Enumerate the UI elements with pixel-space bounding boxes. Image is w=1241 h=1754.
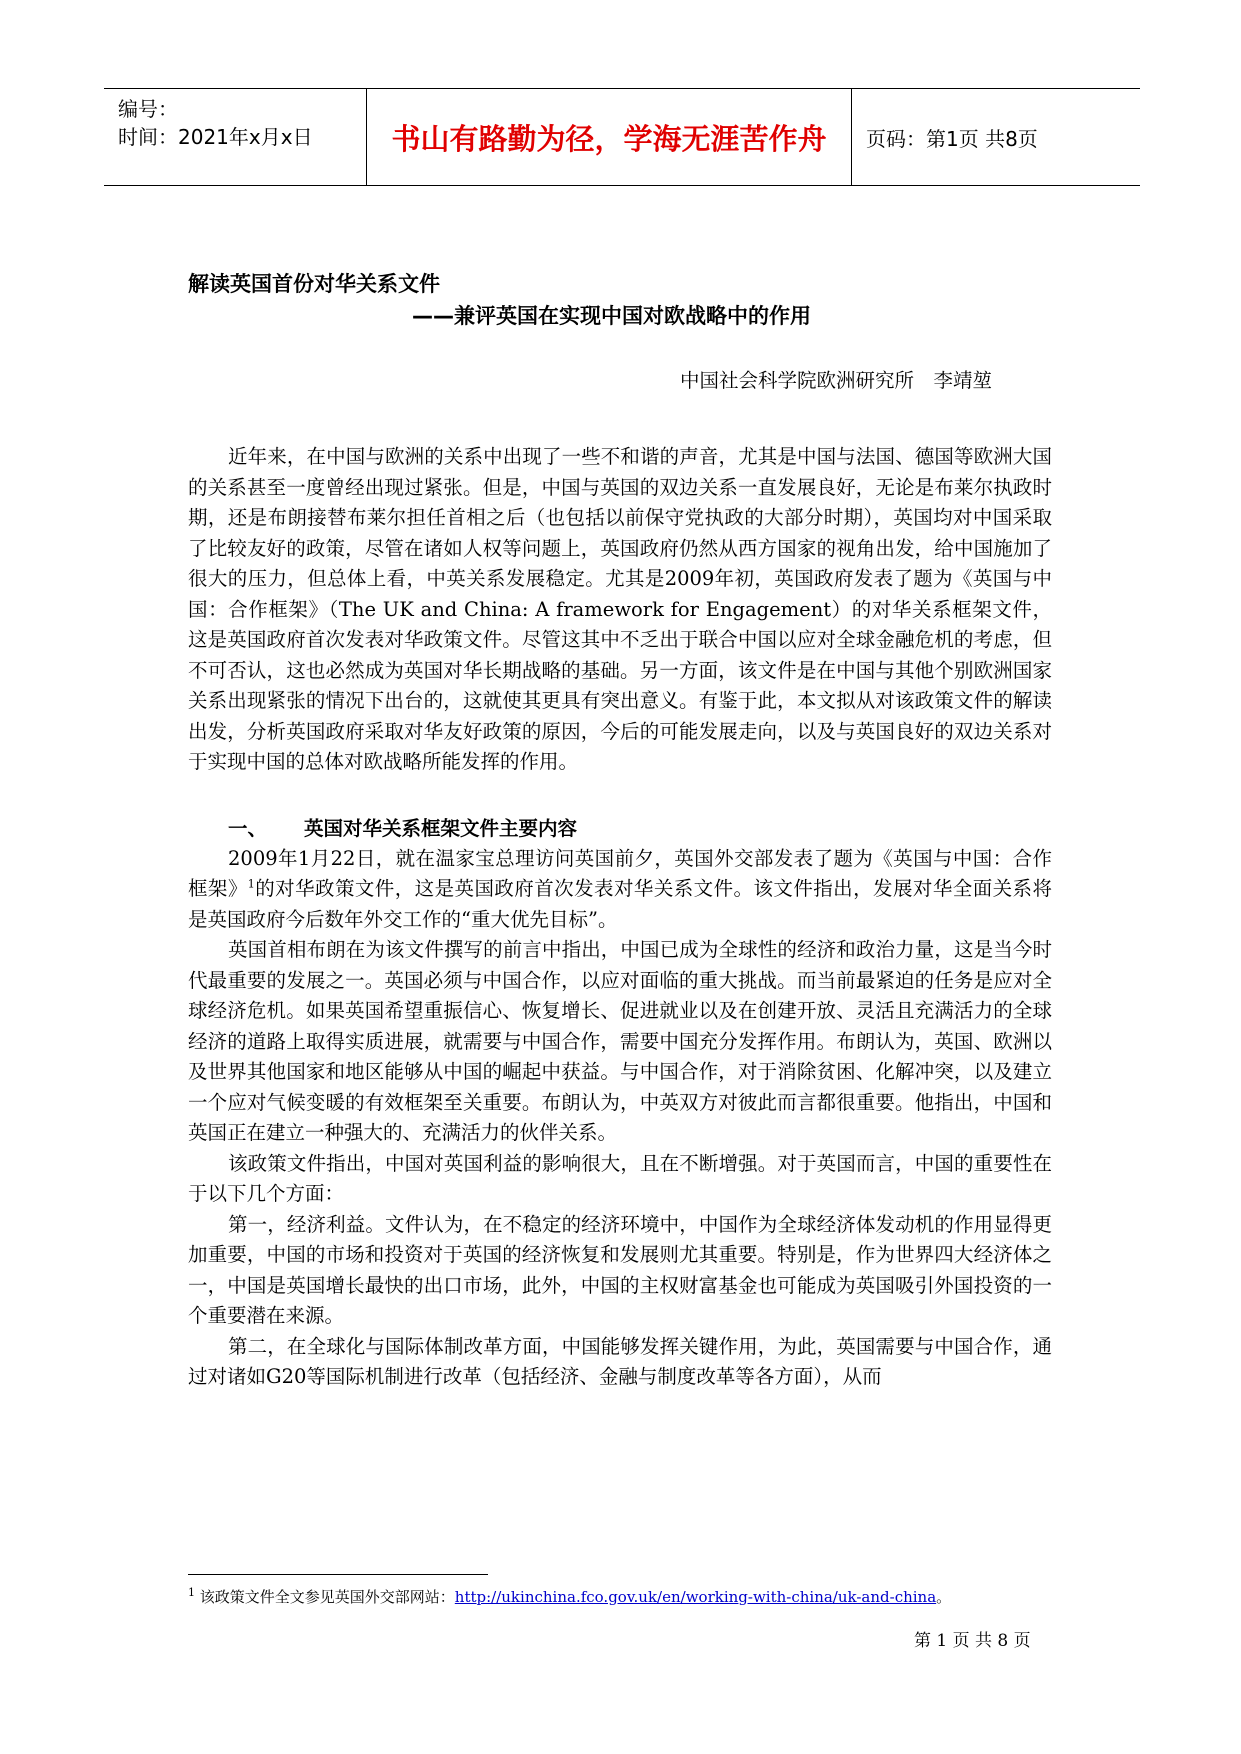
footnote-text: 该政策文件全文参见英国外交部网站： (199, 1588, 455, 1606)
header-page-number: 页码：第1页 共8页 (866, 126, 1038, 151)
paragraph-1-start: 2009年1月22日，就在温家宝总理访问英国前夕，英国外交部发表了题为《英国与中国：合作框架》 (188, 846, 1052, 900)
paragraph-1 (188, 844, 1052, 936)
paragraph-5: 第二，在全球化与国际体制改革方面，中国能够发挥关键作用，为此，英国需要与中国合作，通过对诸如G20等国际机制进行改革（包括经济、金融与制度改革等各方面），从而 (188, 1334, 1052, 1388)
intro-paragraph: 近年来，在中国与欧洲的关系中出现了一些不和谐的声音，尤其是中国与法国、德国等欧洲大国的关系甚至一度曾经出现过紧张。但是，中国与英国的双边关系一直发展良好，无论是布莱尔执政时期，还是布朗接替布莱尔担任首相之后（也包括以前保守党执政的大部分时期），英国均对中国采取了比较友好的政策，尽管在诸如人权等问题上，英国政府仍然从西方国家的视角出发，给中国施加了很大的压力，但总体上看，中英关系发展稳定。尤其是2009年初，英国政府发表了题为《英国与中国：合作框架》（The UK and China: A framework for Engagement）的对华关系框架文件，这是英国政府首次发表对华政策文件。尽管这其中不乏出于联合中国以应对全球金融危机的考虑，但不可否认，这也必然成为英国对华长期战略的基础。另一方面，该文件是在中国与其他个别欧洲国家关系出现紧张的情况下出台的，这就使其更具有突出意义。有鉴于此，本文拟从对该政策文件的解读出发，分析英国政府采取对华友好政策的原因，今后的可能发展走向，以及与英国良好的双边关系对于实现中国的总体对欧战略所能发挥的作用。 (188, 445, 1052, 773)
paragraph-1-end: 的对华政策文件，这是英国政府首次发表对华关系文件。该文件指出，发展对华全面关系将是英国政府今后数年外交工作的“重大优先目标”。 (188, 877, 1052, 931)
section-title: 英国对华关系框架文件主要内容 (304, 816, 578, 840)
footnote (188, 1586, 1058, 1608)
footnote-divider (188, 1574, 488, 1575)
footnote-link[interactable]: http://ukinchina.fco.gov.uk/en/working-with-china/uk-and-china (454, 1588, 937, 1606)
footnote-marker: 1 (188, 1586, 195, 1599)
section-number: 一、 (228, 816, 268, 840)
header-meta (104, 89, 366, 185)
section-heading (228, 814, 1052, 844)
paragraph-3: 该政策文件指出，中国对英国利益的影响很大，且在不断增强。对于英国而言，中国的重要性在于以下几个方面： (188, 1151, 1052, 1205)
serial-number-label: 编号： (118, 97, 178, 121)
article-body (188, 268, 1052, 1393)
paragraph-4: 第一，经济利益。文件认为，在不稳定的经济环境中，中国作为全球经济体发动机的作用显得更加重要，中国的市场和投资对于英国的经济恢复和发展则尤其重要。特别是，作为世界四大经济体之一，中国是英国增长最快的出口市场，此外，中国的主权财富基金也可能成为英国吸引外国投资的一个重要潜在来源。 (188, 1212, 1052, 1327)
footnote-end: 。 (936, 1588, 952, 1606)
footnote-reference[interactable]: 1 (247, 877, 255, 891)
time-label: 时间：2021年x月x日 (118, 125, 313, 149)
paragraph-2: 英国首相布朗在为该文件撰写的前言中指出，中国已成为全球性的经济和政治力量，这是当今时代最重要的发展之一。英国必须与中国合作，以应对面临的重大挑战。而当前最紧迫的任务是应对全球经济危机。如果英国希望重振信心、恢复增长、促进就业以及在创建开放、灵活且充满活力的全球经济的道路上取得实质进展，就需要与中国合作，需要中国充分发挥作用。布朗认为，英国、欧洲以及世界其他国家和地区能够从中国的崛起中获益。与中国合作，对于消除贫困、化解冲突，以及建立一个应对气候变暖的有效框架至关重要。布朗认为，中英双方对彼此而言都很重要。他指出，中国和英国正在建立一种强大的、充满活力的伙伴关系。 (188, 938, 1052, 1144)
article-title: 解读英国首份对华关系文件 (188, 272, 440, 296)
article-author: 中国社会科学院欧洲研究所 李靖堃 (679, 369, 992, 392)
article-subtitle: ——兼评英国在实现中国对欧战略中的作用 (412, 304, 811, 328)
document-header (104, 88, 1140, 186)
page-footer: 第 1 页 共 8 页 (914, 1631, 1031, 1651)
header-motto: 书山有路勤为径，学海无涯苦作舟 (366, 89, 852, 185)
